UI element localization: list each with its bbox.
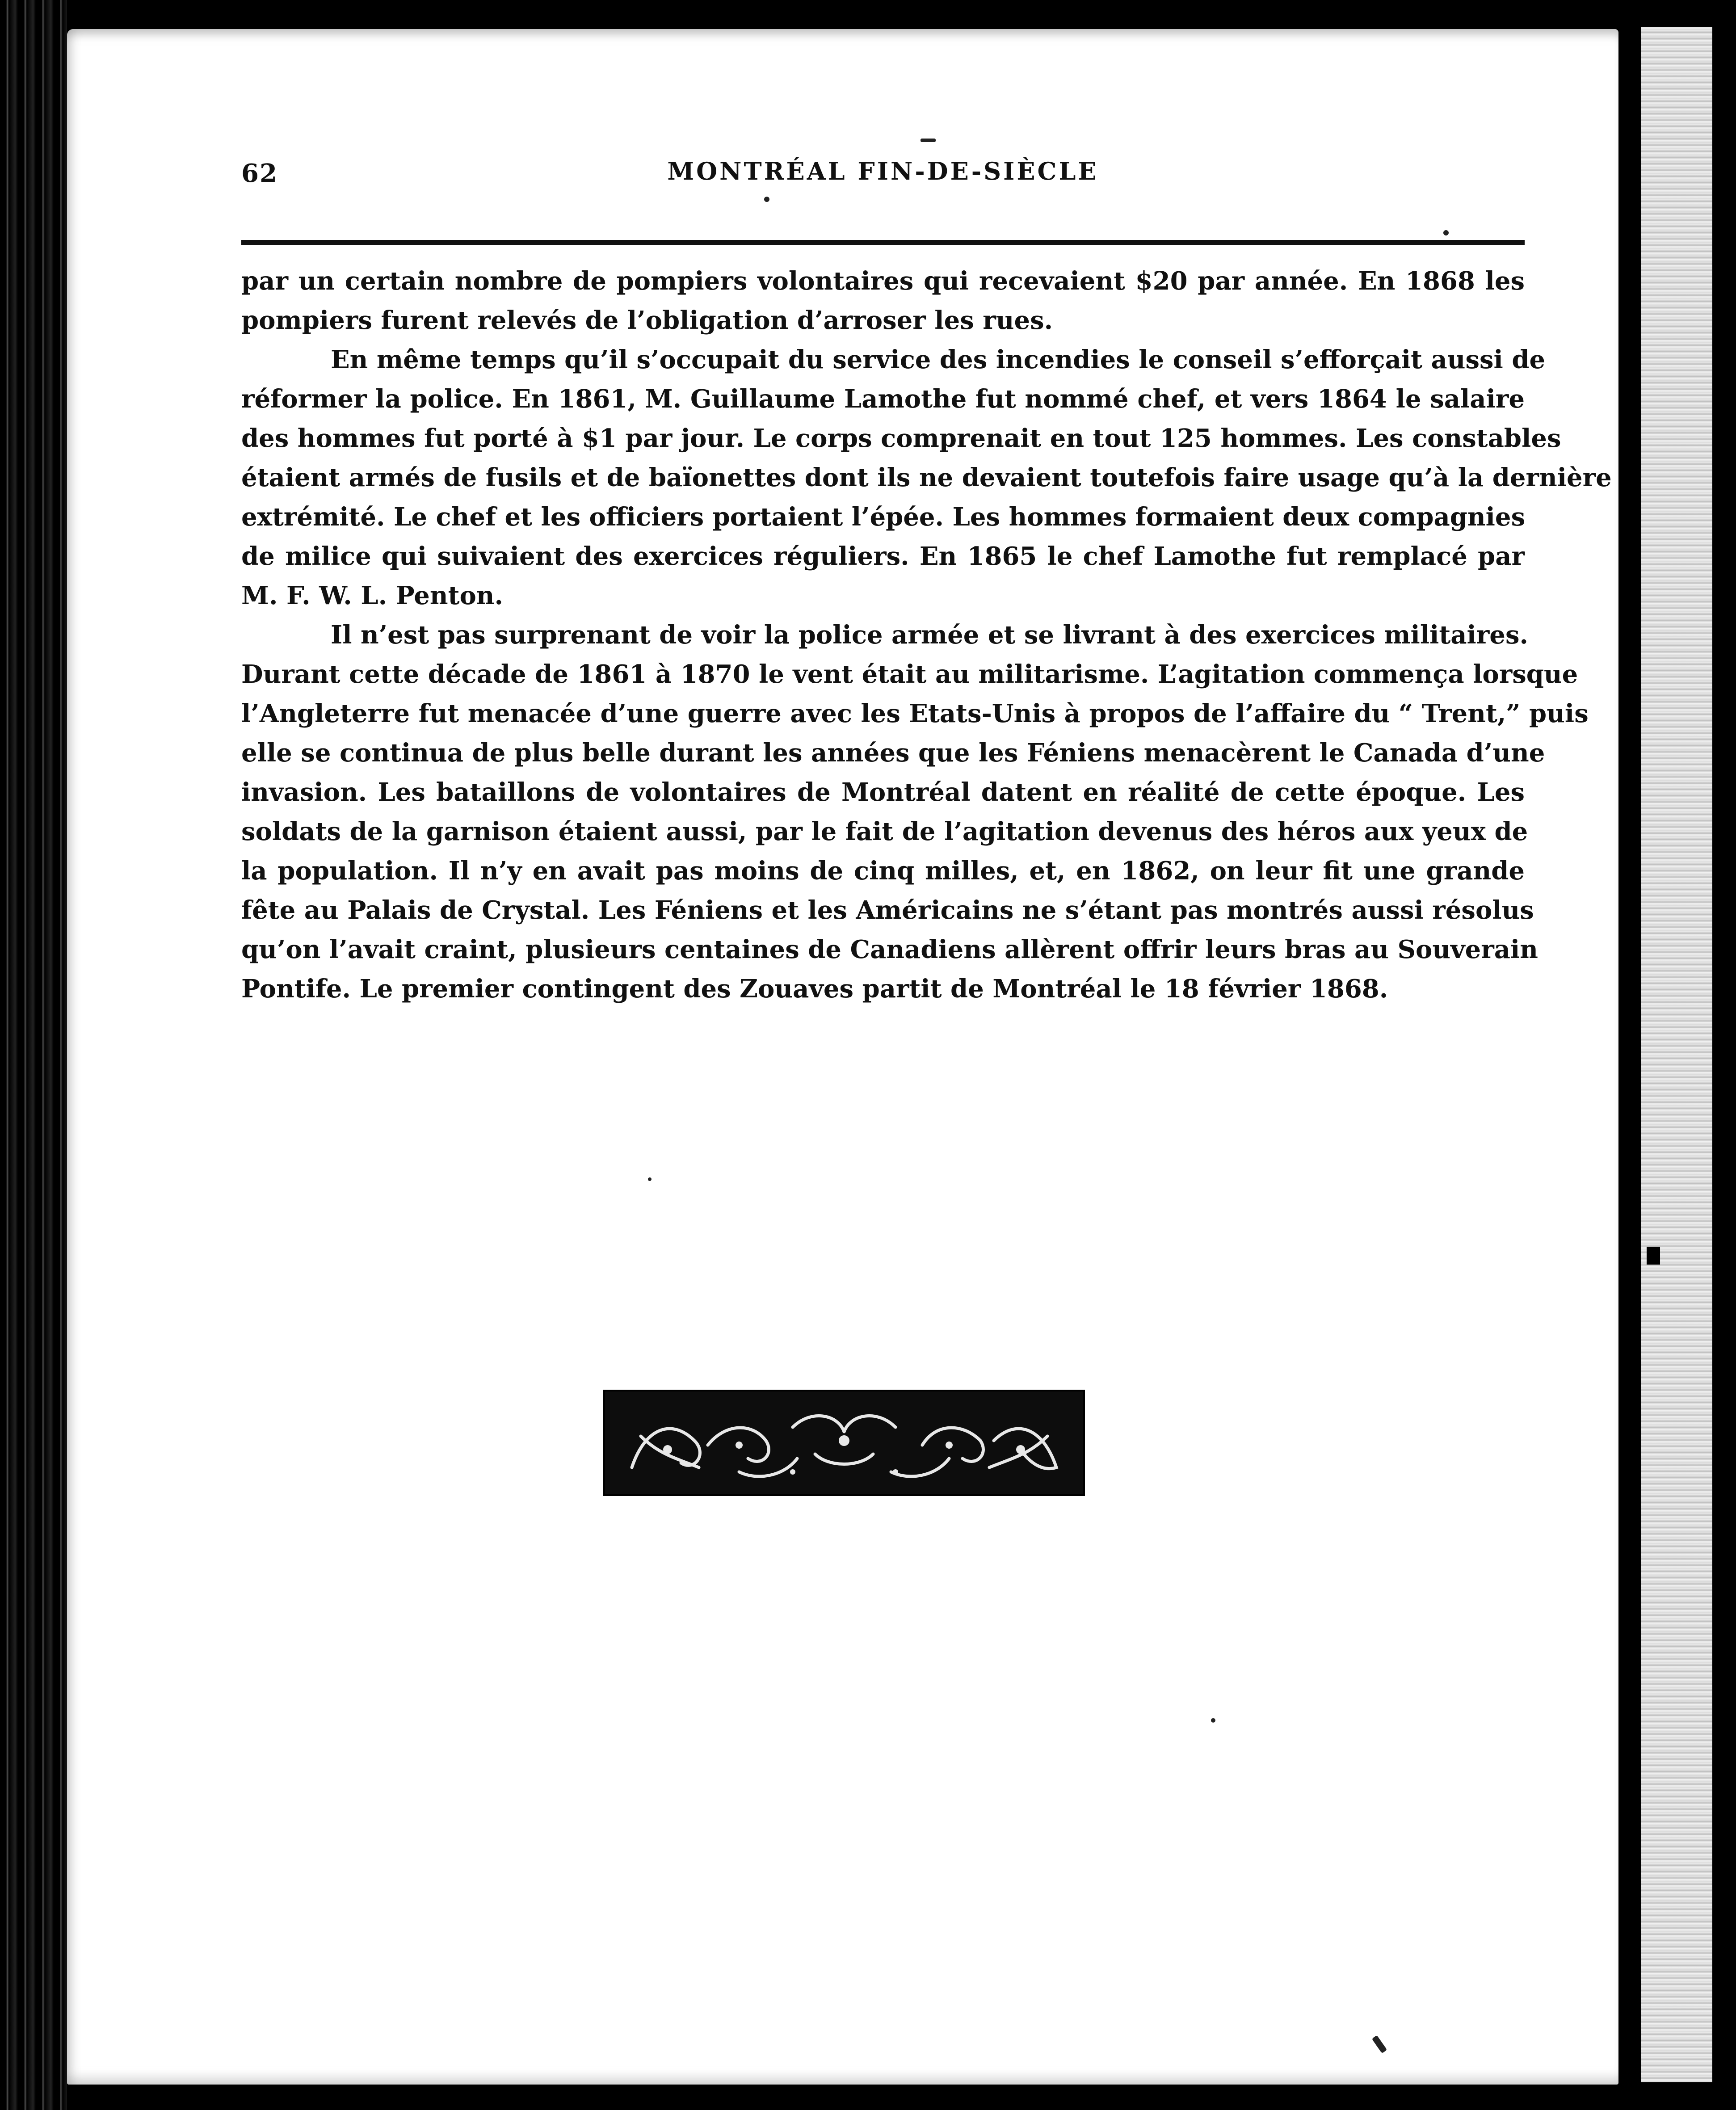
text-line: invasion. Les bataillons de volontaires de Montréal datent en réalité de cette époque. Les — [241, 778, 1525, 807]
text-line: Durant cette décade de 1861 à 1870 le vent était au militarisme. L’agitation commença lorsque — [241, 660, 1578, 689]
decorative-tailpiece — [603, 1390, 1085, 1496]
floral-ornament-icon — [605, 1391, 1083, 1494]
adjacent-page-edge — [1641, 27, 1712, 2082]
text-line: pompiers furent relevés de l’obligation d’arroser les rues. — [241, 306, 1053, 335]
text-line: Il n’est pas surprenant de voir la police armée et se livrant à des exercices militaires. — [331, 620, 1528, 650]
text-line: M. F. W. L. Penton. — [241, 581, 504, 610]
text-line: qu’on l’avait craint, plusieurs centaines de Canadiens allèrent offrir leurs bras au Souverain — [241, 935, 1538, 964]
header-rule — [241, 240, 1525, 245]
scan-speck — [1443, 230, 1449, 235]
text-line: soldats de la garnison étaient aussi, par le fait de l’agitation devenus des héros aux yeux de — [241, 817, 1528, 846]
text-line: par un certain nombre de pompiers volontaires qui recevaient $20 par année. En 1868 les — [241, 266, 1525, 296]
text-line: Pontife. Le premier contingent des Zouaves partit de Montréal le 18 février 1868. — [241, 974, 1388, 1004]
text-line: étaient armés de fusils et de baïonettes dont ils ne devaient toutefois faire usage qu’à la dernière — [241, 463, 1612, 492]
text-line: l’Angleterre fut menacée d’une guerre avec les Etats-Unis à propos de l’affaire du “ Trent,” puis — [241, 699, 1589, 728]
text-line: extrémité. Le chef et les officiers portaient l’épée. Les hommes formaient deux compagnies — [241, 502, 1526, 532]
text-line: elle se continua de plus belle durant les années que les Féniens menacèrent le Canada d’une — [241, 738, 1545, 768]
text-line: la population. Il n’y en avait pas moins de cinq milles, et, en 1862, on leur fit une grande — [241, 856, 1525, 886]
page-number: 62 — [241, 159, 278, 188]
body-text — [241, 261, 1612, 1009]
running-title: MONTRÉAL FIN-DE-SIÈCLE — [667, 157, 1099, 185]
scan-speck — [1372, 2035, 1387, 2054]
running-head — [241, 154, 1525, 208]
text-line: de milice qui suivaient des exercices réguliers. En 1865 le chef Lamothe fut remplacé par — [241, 542, 1525, 571]
text-line: En même temps qu’il s’occupait du service des incendies le conseil s’efforçait aussi de — [331, 345, 1546, 374]
text-line: des hommes fut porté à $1 par jour. Le corps comprenait en tout 125 hommes. Les constables — [241, 424, 1561, 453]
scan-speck — [921, 139, 936, 142]
text-line: fête au Palais de Crystal. Les Féniens et les Américains ne s’étant pas montrés aussi résolus — [241, 895, 1534, 925]
scan-speck — [1211, 1718, 1215, 1723]
page-edge-mark — [1647, 1247, 1660, 1265]
text-line: réformer la police. En 1861, M. Guillaume Lamothe fut nommé chef, et vers 1864 le salaire — [241, 384, 1525, 414]
binding-edge — [0, 0, 67, 2110]
scan-speck — [648, 1177, 652, 1181]
